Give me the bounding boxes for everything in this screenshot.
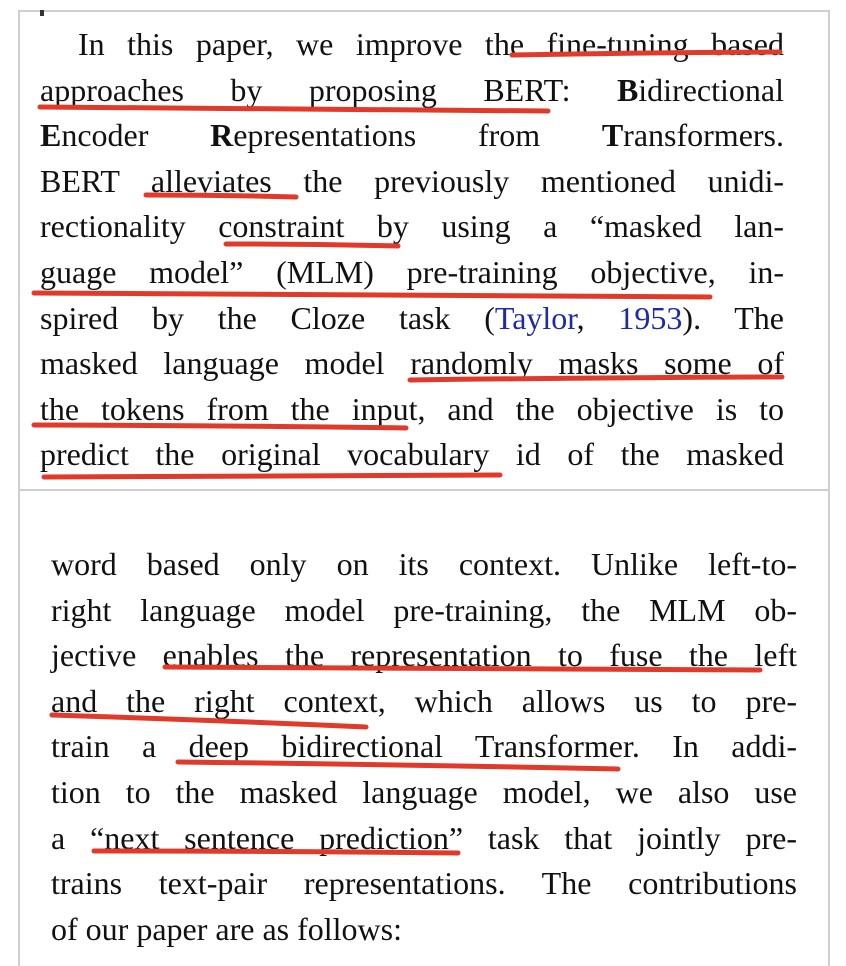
text-line	[40, 436, 784, 472]
bold-initial: E	[40, 117, 62, 154]
text-line	[40, 117, 784, 153]
text-run: ncoder	[61, 117, 211, 154]
text-line	[40, 300, 784, 336]
text-run: ). The	[682, 299, 784, 336]
text-line	[40, 254, 784, 290]
bold-initial: R	[210, 117, 234, 154]
text-run: BERT alleviates the previously mentioned unidi-	[40, 162, 784, 199]
text-run: of our paper are as follows:	[51, 910, 402, 947]
text-line	[40, 163, 784, 199]
text-line	[51, 546, 797, 582]
text-line	[51, 592, 797, 628]
text-run: word based only on its context. Unlike left-to-	[51, 546, 797, 582]
text-line	[51, 820, 797, 856]
text-run: ransformers.	[623, 117, 784, 154]
text-fragment-mark	[40, 10, 44, 16]
text-run: masked language model randomly masks some of	[40, 345, 784, 382]
text-line	[51, 637, 797, 673]
text-run: ,	[576, 299, 619, 336]
text-run: a “next sentence prediction” task that jointly pre-	[51, 819, 797, 856]
text-run: predict the original vocabulary id of the masked	[40, 436, 784, 473]
citation-link[interactable]: 1953	[618, 299, 683, 336]
text-run: jective enables the representation to fuse the left	[51, 637, 797, 674]
text-run: the tokens from the input, and the objective is to	[40, 390, 784, 427]
text-run: idirectional	[638, 71, 784, 108]
text-run: train a deep bidirectional Transformer. In addi-	[51, 728, 797, 765]
text-run: guage model” (MLM) pre-training objective, in-	[40, 254, 784, 290]
text-line	[40, 345, 784, 381]
panel-divider	[18, 489, 830, 491]
text-line	[51, 728, 797, 764]
text-line	[51, 683, 797, 719]
text-line	[78, 26, 784, 62]
text-run: In this paper, we improve the fine-tuning based	[78, 26, 784, 62]
citation-link[interactable]: Taylor	[494, 299, 577, 336]
text-run: spired by the Cloze task (	[40, 299, 495, 336]
text-line	[51, 911, 797, 947]
text-line	[40, 208, 784, 244]
text-run: approaches by proposing BERT:	[40, 71, 617, 108]
bold-initial: B	[616, 71, 639, 108]
text-line	[40, 72, 784, 108]
text-run: rectionality constraint by using a “masked lan-	[40, 208, 784, 245]
text-run: epresentations from	[233, 117, 602, 154]
text-run: tion to the masked language model, we also use	[51, 774, 797, 810]
text-line	[51, 774, 797, 810]
text-run: and the right context, which allows us to pre-	[51, 682, 797, 719]
text-line	[51, 865, 797, 901]
bold-initial: T	[601, 117, 624, 154]
text-run: trains text-pair representations. The contributions	[51, 865, 797, 902]
text-run: right language model pre-training, the MLM ob-	[51, 591, 797, 628]
text-line	[40, 391, 784, 427]
